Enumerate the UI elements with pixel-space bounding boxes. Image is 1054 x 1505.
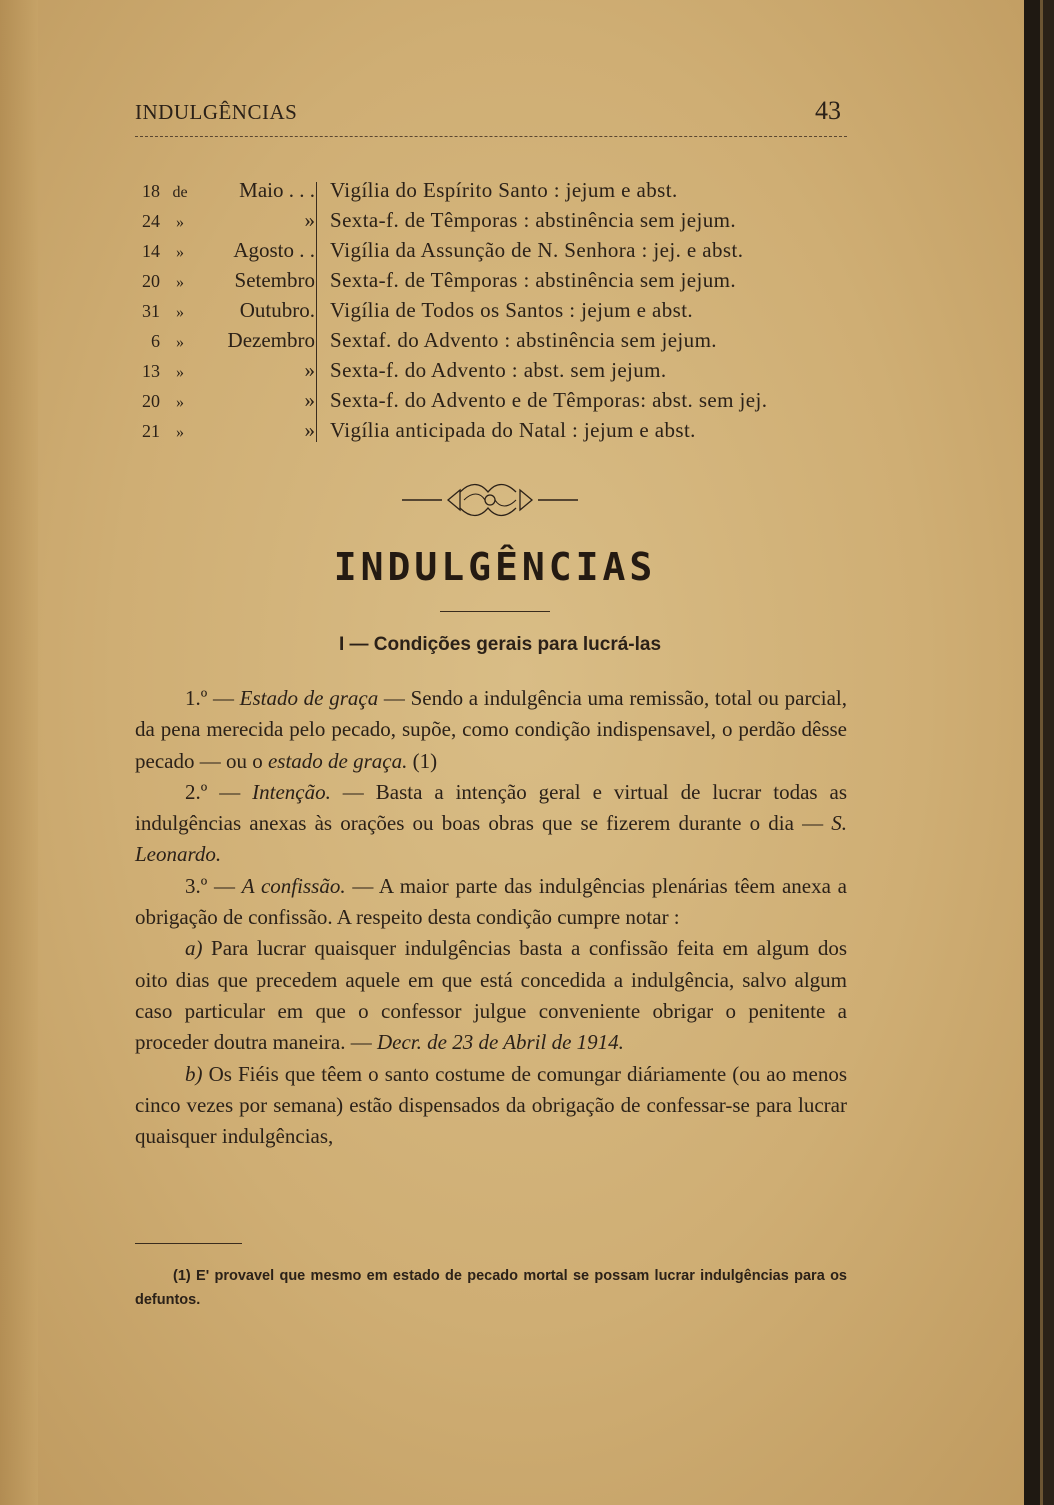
item-text: — A maior parte das indulgências plenárias têem anexa a obrigação de confissão. A respeito desta condição cumpre notar : bbox=[135, 873, 847, 930]
item-citation: S. Leonardo. bbox=[135, 811, 847, 867]
calendar-desc: Sexta-f. de Têmporas : abstinência sem jejum. bbox=[330, 268, 736, 292]
paragraph-confissao bbox=[135, 871, 847, 934]
footnote-ref: (1) bbox=[407, 748, 438, 773]
footnote-text: (1) E' provavel que mesmo em estado de pecado mortal se possam lucrar indulgências para os defuntos. bbox=[135, 1268, 847, 1308]
fasting-calendar bbox=[135, 178, 855, 448]
calendar-day: 24 bbox=[142, 211, 160, 231]
footnote-rule bbox=[135, 1243, 242, 1244]
calendar-month: Agosto . . bbox=[233, 238, 315, 262]
item-title: Estado de graça bbox=[239, 686, 379, 710]
calendar-sep: » bbox=[176, 364, 184, 381]
calendar-row bbox=[135, 268, 855, 298]
paragraph-a bbox=[135, 933, 847, 1058]
calendar-day: 21 bbox=[142, 421, 160, 441]
page-number: 43 bbox=[815, 96, 841, 125]
paragraph-b bbox=[135, 1059, 847, 1153]
calendar-day: 31 bbox=[142, 301, 160, 321]
calendar-day: 13 bbox=[142, 361, 160, 381]
body-text bbox=[135, 683, 847, 1152]
calendar-day: 20 bbox=[142, 391, 160, 411]
calendar-sep: » bbox=[176, 424, 184, 441]
calendar-row bbox=[135, 388, 855, 418]
paragraph-intencao bbox=[135, 777, 847, 871]
calendar-sep: » bbox=[176, 244, 184, 261]
ornament-divider-icon bbox=[400, 478, 580, 522]
item-text: — Basta a intenção geral e virtual de lucrar todas as indulgências anexas às orações ou boas obras que se fizerem durante o dia — bbox=[135, 779, 847, 836]
calendar-day: 20 bbox=[142, 271, 160, 291]
item-label: b) bbox=[185, 1061, 203, 1086]
calendar-month: » bbox=[304, 208, 315, 232]
calendar-month: Maio . . . bbox=[239, 178, 315, 202]
calendar-day: 6 bbox=[151, 331, 160, 351]
page-edge-shadow bbox=[1024, 0, 1040, 1505]
calendar-month: » bbox=[304, 388, 315, 412]
calendar-sep: » bbox=[176, 304, 184, 321]
calendar-sep: » bbox=[176, 334, 184, 351]
footnote bbox=[135, 1264, 847, 1312]
calendar-sep: » bbox=[176, 274, 184, 291]
item-text: Para lucrar quaisquer indulgências basta a confissão feita em algum dos oito dias que precedem aquele em que está concedida a indulgência, salvo algum caso particular em que o confessor julgue conveniente obrigar o penitente a proceder doutra maneira. — bbox=[135, 936, 847, 1055]
title-rule bbox=[440, 611, 550, 612]
calendar-day: 18 bbox=[142, 181, 160, 201]
calendar-day: 14 bbox=[142, 241, 160, 261]
item-number: 3.º — bbox=[185, 873, 242, 898]
calendar-row bbox=[135, 298, 855, 328]
header-rule bbox=[135, 136, 847, 137]
item-label: a) bbox=[185, 936, 203, 961]
item-text: Os Fiéis que têem o santo costume de comungar diáriamente (ou ao menos cinco vezes por semana) estão dispensados da obrigação de confessar-se para lucrar quaisquer indulgências, bbox=[135, 1061, 847, 1149]
calendar-month: » bbox=[304, 358, 315, 382]
section-title: INDULGÊNCIAS bbox=[333, 545, 657, 589]
calendar-row bbox=[135, 208, 855, 238]
running-title: INDULGÊNCIAS bbox=[135, 100, 298, 124]
calendar-month: Outubro. bbox=[239, 298, 315, 322]
item-title: Intenção. bbox=[252, 779, 331, 804]
item-title: A confissão. bbox=[241, 873, 346, 898]
item-number: 1.º — bbox=[185, 686, 240, 710]
calendar-row bbox=[135, 418, 855, 448]
item-number: 2.º — bbox=[185, 779, 253, 804]
calendar-desc: Sexta-f. do Advento e de Têmporas: abst. sem jej. bbox=[330, 388, 768, 412]
calendar-desc: Sexta-f. do Advento : abst. sem jejum. bbox=[330, 358, 667, 382]
calendar-desc: Vigília do Espírito Santo : jejum e abst. bbox=[330, 178, 678, 202]
calendar-month: » bbox=[304, 418, 315, 442]
item-emphasis: estado de graça. bbox=[267, 748, 408, 773]
calendar-month: Dezembro bbox=[227, 328, 315, 352]
calendar-desc: Sextaf. do Advento : abstinência sem jejum. bbox=[330, 328, 717, 352]
calendar-row bbox=[135, 328, 855, 358]
item-text: — Sendo a indulgência uma remissão, total ou parcial, da pena merecida pelo pecado, supõe, como condição indispensavel, o perdão dêsse pecado — ou o bbox=[135, 686, 847, 773]
calendar-desc: Vigília de Todos os Santos : jejum e abst. bbox=[330, 298, 694, 322]
calendar-sep: » bbox=[176, 394, 184, 411]
item-citation: Decr. de 23 de Abril de 1914. bbox=[376, 1030, 624, 1055]
calendar-desc: Vigília da Assunção de N. Senhora : jej. e abst. bbox=[330, 238, 744, 262]
calendar-row bbox=[135, 238, 855, 268]
subsection-heading: I — Condições gerais para lucrá-las bbox=[338, 634, 662, 655]
calendar-sep: » bbox=[176, 214, 184, 231]
calendar-row bbox=[135, 178, 855, 208]
calendar-desc: Vigília anticipada do Natal : jejum e abst. bbox=[330, 418, 696, 442]
paragraph-estado-de-graca bbox=[135, 683, 847, 777]
calendar-month: Setembro bbox=[234, 268, 315, 292]
calendar-sep: de bbox=[172, 184, 188, 201]
calendar-desc: Sexta-f. de Têmporas : abstinência sem jejum. bbox=[330, 208, 736, 232]
calendar-row bbox=[135, 358, 855, 388]
